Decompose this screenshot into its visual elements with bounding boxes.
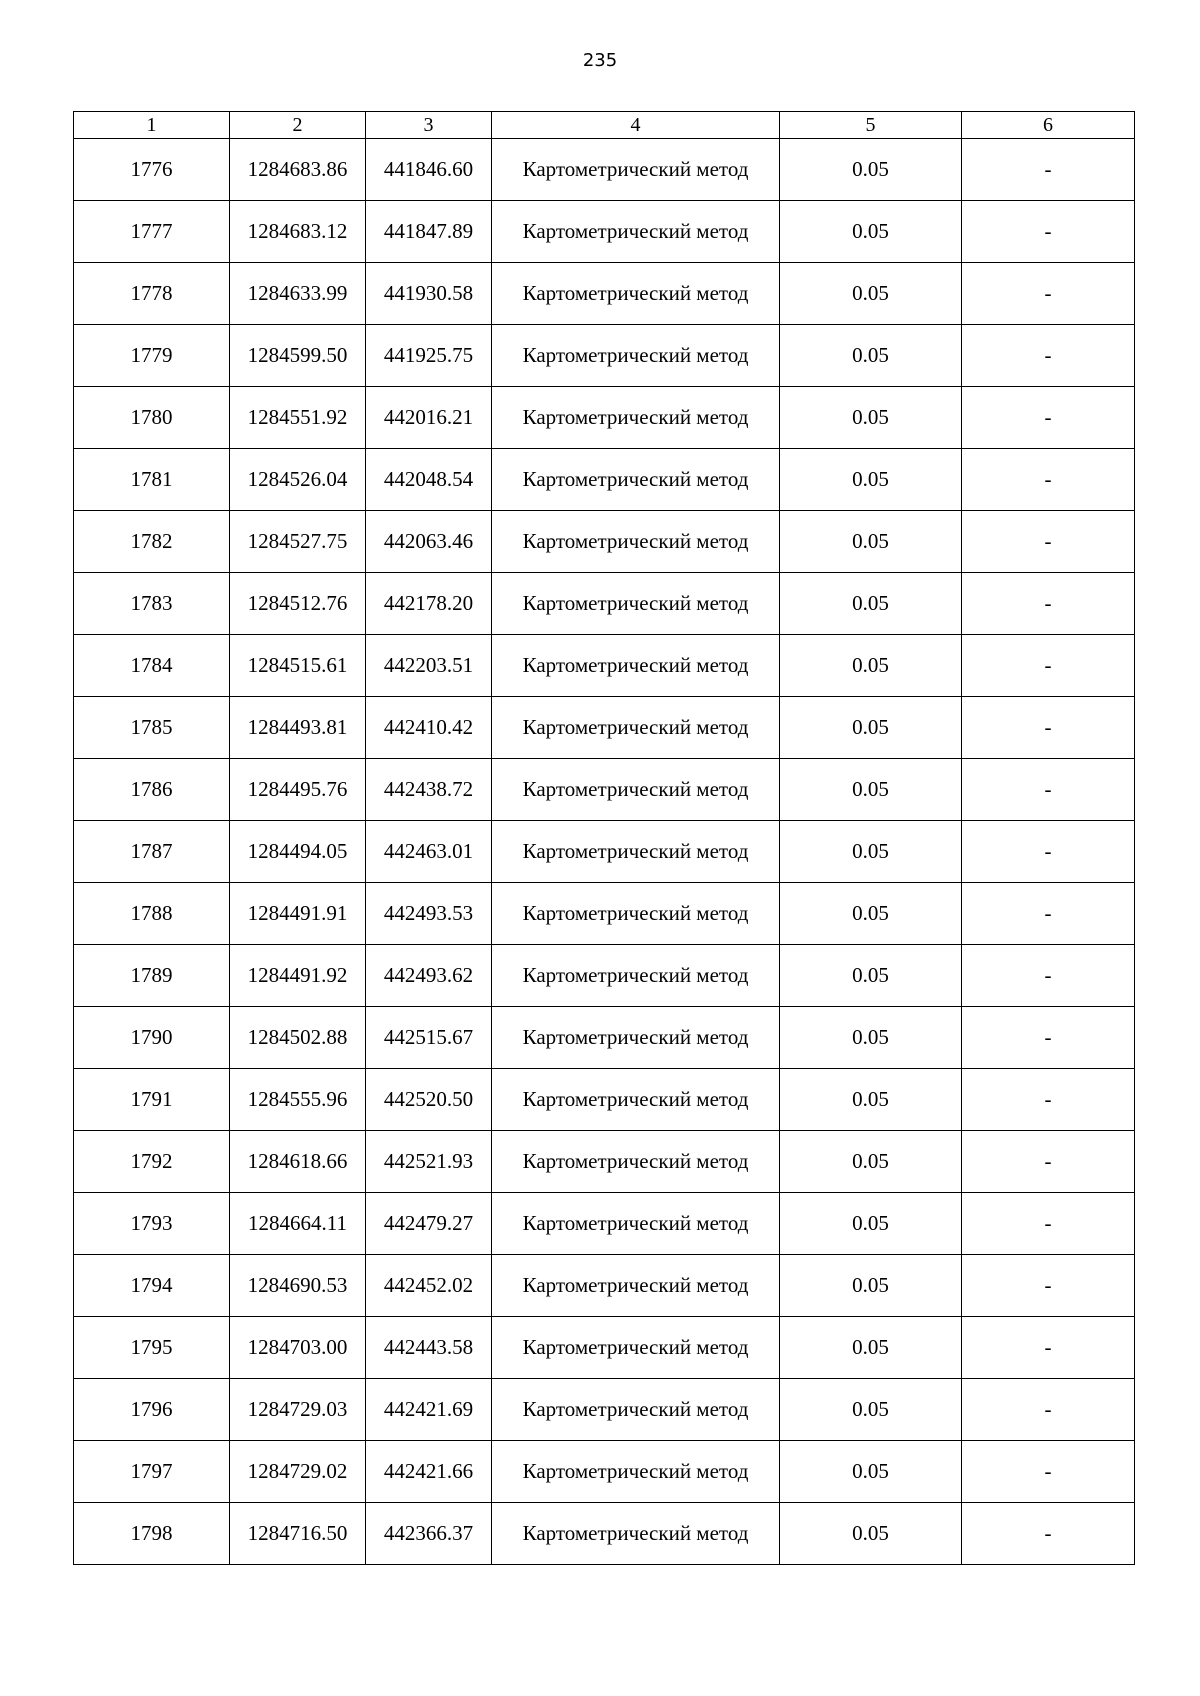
x-coordinate-cell: 1284551.92 (230, 387, 366, 449)
y-coordinate-cell: 442463.01 (366, 821, 492, 883)
table-row (74, 1007, 1135, 1069)
column-header-1: 1 (74, 112, 230, 139)
y-coordinate-cell: 442493.53 (366, 883, 492, 945)
table-header (74, 112, 1135, 139)
y-coordinate-cell: 442048.54 (366, 449, 492, 511)
table-row (74, 325, 1135, 387)
x-coordinate-cell: 1284729.03 (230, 1379, 366, 1441)
table-row (74, 635, 1135, 697)
table-row (74, 1255, 1135, 1317)
note-cell: - (962, 573, 1135, 635)
accuracy-cell: 0.05 (780, 759, 962, 821)
table-row (74, 1131, 1135, 1193)
table-row (74, 945, 1135, 1007)
point-number-cell: 1779 (74, 325, 230, 387)
point-number-cell: 1795 (74, 1317, 230, 1379)
note-cell: - (962, 1503, 1135, 1565)
method-cell: Картометрический метод (492, 387, 780, 449)
x-coordinate-cell: 1284716.50 (230, 1503, 366, 1565)
table-row (74, 449, 1135, 511)
y-coordinate-cell: 442443.58 (366, 1317, 492, 1379)
x-coordinate-cell: 1284527.75 (230, 511, 366, 573)
table-row (74, 1317, 1135, 1379)
method-cell: Картометрический метод (492, 263, 780, 325)
x-coordinate-cell: 1284493.81 (230, 697, 366, 759)
y-coordinate-cell: 441925.75 (366, 325, 492, 387)
x-coordinate-cell: 1284491.91 (230, 883, 366, 945)
method-cell: Картометрический метод (492, 511, 780, 573)
y-coordinate-cell: 442521.93 (366, 1131, 492, 1193)
point-number-cell: 1783 (74, 573, 230, 635)
method-cell: Картометрический метод (492, 1317, 780, 1379)
x-coordinate-cell: 1284512.76 (230, 573, 366, 635)
note-cell: - (962, 759, 1135, 821)
column-header-5: 5 (780, 112, 962, 139)
method-cell: Картометрический метод (492, 945, 780, 1007)
note-cell: - (962, 1255, 1135, 1317)
accuracy-cell: 0.05 (780, 821, 962, 883)
accuracy-cell: 0.05 (780, 1255, 962, 1317)
method-cell: Картометрический метод (492, 1255, 780, 1317)
y-coordinate-cell: 442493.62 (366, 945, 492, 1007)
note-cell: - (962, 325, 1135, 387)
accuracy-cell: 0.05 (780, 883, 962, 945)
method-cell: Картометрический метод (492, 325, 780, 387)
point-number-cell: 1782 (74, 511, 230, 573)
accuracy-cell: 0.05 (780, 1441, 962, 1503)
y-coordinate-cell: 441930.58 (366, 263, 492, 325)
method-cell: Картометрический метод (492, 573, 780, 635)
table-row (74, 1193, 1135, 1255)
method-cell: Картометрический метод (492, 635, 780, 697)
y-coordinate-cell: 442178.20 (366, 573, 492, 635)
method-cell: Картометрический метод (492, 1069, 780, 1131)
method-cell: Картометрический метод (492, 1503, 780, 1565)
table-row (74, 263, 1135, 325)
y-coordinate-cell: 442452.02 (366, 1255, 492, 1317)
table-row (74, 511, 1135, 573)
x-coordinate-cell: 1284618.66 (230, 1131, 366, 1193)
y-coordinate-cell: 442421.66 (366, 1441, 492, 1503)
accuracy-cell: 0.05 (780, 945, 962, 1007)
table-row (74, 387, 1135, 449)
note-cell: - (962, 1131, 1135, 1193)
table-row (74, 821, 1135, 883)
table-body (74, 139, 1135, 1565)
page-number: 235 (582, 50, 618, 71)
x-coordinate-cell: 1284494.05 (230, 821, 366, 883)
y-coordinate-cell: 442410.42 (366, 697, 492, 759)
column-header-4: 4 (492, 112, 780, 139)
x-coordinate-cell: 1284526.04 (230, 449, 366, 511)
method-cell: Картометрический метод (492, 697, 780, 759)
point-number-cell: 1791 (74, 1069, 230, 1131)
note-cell: - (962, 883, 1135, 945)
x-coordinate-cell: 1284703.00 (230, 1317, 366, 1379)
note-cell: - (962, 821, 1135, 883)
point-number-cell: 1780 (74, 387, 230, 449)
note-cell: - (962, 945, 1135, 1007)
accuracy-cell: 0.05 (780, 1379, 962, 1441)
point-number-cell: 1778 (74, 263, 230, 325)
note-cell: - (962, 139, 1135, 201)
method-cell: Картометрический метод (492, 449, 780, 511)
point-number-cell: 1792 (74, 1131, 230, 1193)
note-cell: - (962, 263, 1135, 325)
point-number-cell: 1788 (74, 883, 230, 945)
y-coordinate-cell: 441847.89 (366, 201, 492, 263)
point-number-cell: 1796 (74, 1379, 230, 1441)
x-coordinate-cell: 1284515.61 (230, 635, 366, 697)
x-coordinate-cell: 1284555.96 (230, 1069, 366, 1131)
y-coordinate-cell: 442438.72 (366, 759, 492, 821)
note-cell: - (962, 387, 1135, 449)
point-number-cell: 1787 (74, 821, 230, 883)
y-coordinate-cell: 442515.67 (366, 1007, 492, 1069)
accuracy-cell: 0.05 (780, 1069, 962, 1131)
y-coordinate-cell: 442520.50 (366, 1069, 492, 1131)
note-cell: - (962, 1193, 1135, 1255)
point-number-cell: 1784 (74, 635, 230, 697)
x-coordinate-cell: 1284729.02 (230, 1441, 366, 1503)
accuracy-cell: 0.05 (780, 139, 962, 201)
column-header-6: 6 (962, 112, 1135, 139)
method-cell: Картометрический метод (492, 139, 780, 201)
accuracy-cell: 0.05 (780, 1193, 962, 1255)
accuracy-cell: 0.05 (780, 1131, 962, 1193)
coordinates-table (73, 111, 1135, 1565)
column-header-3: 3 (366, 112, 492, 139)
note-cell: - (962, 1379, 1135, 1441)
note-cell: - (962, 697, 1135, 759)
method-cell: Картометрический метод (492, 1379, 780, 1441)
point-number-cell: 1798 (74, 1503, 230, 1565)
accuracy-cell: 0.05 (780, 573, 962, 635)
y-coordinate-cell: 442479.27 (366, 1193, 492, 1255)
point-number-cell: 1793 (74, 1193, 230, 1255)
note-cell: - (962, 1441, 1135, 1503)
table-row (74, 1069, 1135, 1131)
note-cell: - (962, 1007, 1135, 1069)
x-coordinate-cell: 1284599.50 (230, 325, 366, 387)
y-coordinate-cell: 442016.21 (366, 387, 492, 449)
y-coordinate-cell: 442203.51 (366, 635, 492, 697)
table-row (74, 1503, 1135, 1565)
point-number-cell: 1794 (74, 1255, 230, 1317)
column-header-2: 2 (230, 112, 366, 139)
x-coordinate-cell: 1284664.11 (230, 1193, 366, 1255)
method-cell: Картометрический метод (492, 1007, 780, 1069)
y-coordinate-cell: 442366.37 (366, 1503, 492, 1565)
table-row (74, 697, 1135, 759)
note-cell: - (962, 1317, 1135, 1379)
accuracy-cell: 0.05 (780, 511, 962, 573)
method-cell: Картометрический метод (492, 1193, 780, 1255)
x-coordinate-cell: 1284491.92 (230, 945, 366, 1007)
point-number-cell: 1790 (74, 1007, 230, 1069)
accuracy-cell: 0.05 (780, 449, 962, 511)
method-cell: Картометрический метод (492, 201, 780, 263)
x-coordinate-cell: 1284690.53 (230, 1255, 366, 1317)
accuracy-cell: 0.05 (780, 1317, 962, 1379)
point-number-cell: 1786 (74, 759, 230, 821)
note-cell: - (962, 1069, 1135, 1131)
accuracy-cell: 0.05 (780, 635, 962, 697)
accuracy-cell: 0.05 (780, 1007, 962, 1069)
note-cell: - (962, 201, 1135, 263)
point-number-cell: 1785 (74, 697, 230, 759)
x-coordinate-cell: 1284633.99 (230, 263, 366, 325)
method-cell: Картометрический метод (492, 821, 780, 883)
y-coordinate-cell: 442421.69 (366, 1379, 492, 1441)
y-coordinate-cell: 442063.46 (366, 511, 492, 573)
note-cell: - (962, 511, 1135, 573)
x-coordinate-cell: 1284502.88 (230, 1007, 366, 1069)
accuracy-cell: 0.05 (780, 201, 962, 263)
accuracy-cell: 0.05 (780, 1503, 962, 1565)
method-cell: Картометрический метод (492, 1131, 780, 1193)
point-number-cell: 1777 (74, 201, 230, 263)
point-number-cell: 1797 (74, 1441, 230, 1503)
accuracy-cell: 0.05 (780, 325, 962, 387)
point-number-cell: 1776 (74, 139, 230, 201)
x-coordinate-cell: 1284495.76 (230, 759, 366, 821)
accuracy-cell: 0.05 (780, 387, 962, 449)
table-row (74, 1379, 1135, 1441)
x-coordinate-cell: 1284683.12 (230, 201, 366, 263)
point-number-cell: 1789 (74, 945, 230, 1007)
note-cell: - (962, 635, 1135, 697)
note-cell: - (962, 449, 1135, 511)
point-number-cell: 1781 (74, 449, 230, 511)
header-row (74, 112, 1135, 139)
accuracy-cell: 0.05 (780, 697, 962, 759)
table-row (74, 883, 1135, 945)
x-coordinate-cell: 1284683.86 (230, 139, 366, 201)
table-row (74, 201, 1135, 263)
accuracy-cell: 0.05 (780, 263, 962, 325)
method-cell: Картометрический метод (492, 759, 780, 821)
y-coordinate-cell: 441846.60 (366, 139, 492, 201)
table-row (74, 139, 1135, 201)
method-cell: Картометрический метод (492, 883, 780, 945)
table-row (74, 759, 1135, 821)
method-cell: Картометрический метод (492, 1441, 780, 1503)
table-row (74, 1441, 1135, 1503)
table-row (74, 573, 1135, 635)
